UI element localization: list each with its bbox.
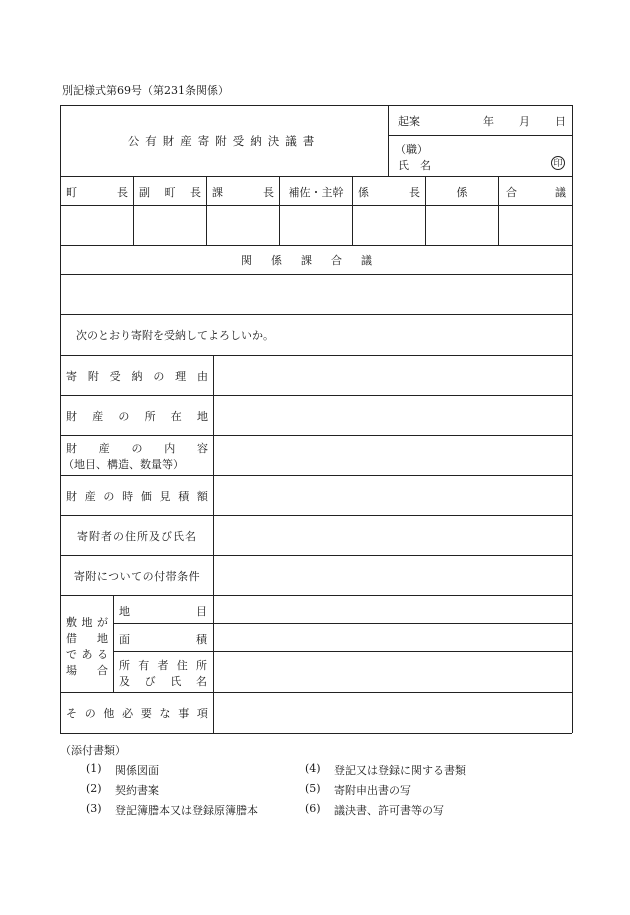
rule-location [60, 435, 572, 436]
rule-conditions [60, 595, 572, 596]
draft-name-label: 氏 名 [398, 159, 431, 172]
attachment-num-2: (2) [86, 782, 102, 795]
attachment-text-3: 登記簿謄本又は登録原簿謄本 [115, 804, 258, 817]
rule-related-header [60, 274, 572, 275]
rule-request [60, 355, 572, 356]
approver-unit-chief: 係 長 [358, 186, 420, 199]
leased-land-line4: 場 合 [66, 664, 108, 677]
request-text: 次のとおり寄附を受納してよろしいか。 [76, 329, 274, 342]
rule-title-bottom [60, 176, 572, 177]
rule-content [60, 475, 572, 476]
rule-approver-v3 [279, 176, 280, 245]
row-content-label: 財 産 の 内 容 [66, 442, 208, 455]
rule-approver-v4 [352, 176, 353, 245]
rule-donor [60, 555, 572, 556]
attachment-num-4: (4) [305, 762, 321, 775]
row-donor-label: 寄附者の住所及び氏名 [77, 530, 197, 543]
approver-section-chief: 課 長 [212, 186, 274, 199]
row-reason-label: 寄 附 受 納 の 理 由 [66, 370, 208, 383]
attachment-num-6: (6) [305, 802, 321, 815]
row-content-sublabel: （地目、構造、数量等） [63, 458, 184, 471]
land-category-label: 地 目 [119, 605, 207, 618]
attachment-text-1: 関係図面 [115, 764, 159, 777]
rule-approver-v2 [206, 176, 207, 245]
approver-assistant: 補佐・主幹 [288, 186, 344, 199]
attachment-text-5: 寄附申出書の写 [334, 784, 411, 797]
row-valuation-label: 財 産 の 時 価 見 積 額 [66, 490, 208, 503]
rule-land-bottom [60, 692, 572, 693]
leased-land-line2: 借 地 [66, 632, 108, 645]
draft-label: 起案 [398, 115, 420, 128]
rule-land-1 [113, 623, 572, 624]
draft-month: 月 [519, 115, 530, 128]
owner-label-line1: 所 有 者 住 所 [119, 659, 207, 672]
draft-position: （職） [395, 143, 428, 156]
rule-approver-v6 [498, 176, 499, 245]
rule-valuation [60, 515, 572, 516]
seal-mark-icon: 印 [551, 156, 565, 170]
leased-land-line1: 敷 地 が [66, 616, 108, 629]
attachments-heading: （添付書類） [60, 744, 126, 757]
rule-approver-header [60, 205, 572, 206]
rule-related-box [60, 314, 572, 315]
rule-draft-split [388, 135, 572, 136]
attachment-num-5: (5) [305, 782, 321, 795]
form-reference: 別記様式第69号（第231条関係） [62, 84, 229, 97]
draft-day: 日 [555, 115, 566, 128]
rule-bottom [60, 733, 572, 734]
rule-approver-v1 [133, 176, 134, 245]
document-title: 公有財産寄附受納決議書 [127, 133, 321, 148]
leased-land-line3: で あ る [66, 648, 108, 661]
rule-reason [60, 395, 572, 396]
attachment-text-2: 契約書案 [115, 784, 159, 797]
draft-year: 年 [483, 115, 494, 128]
row-location-label: 財 産 の 所 在 地 [66, 410, 208, 423]
approver-consultation: 合 議 [506, 186, 566, 199]
rule-land-2 [113, 651, 572, 652]
owner-label-line2: 及 び 氏 名 [119, 675, 207, 688]
title-cell [60, 105, 388, 176]
rule-left [60, 105, 61, 733]
approver-staff: 係 [456, 186, 468, 199]
rule-right [572, 105, 573, 733]
attachment-text-4: 登記又は登録に関する書類 [334, 764, 466, 777]
approver-deputy-head: 副 町 長 [139, 186, 201, 199]
rule-land-group [113, 595, 114, 692]
approver-town-head: 町 長 [66, 186, 128, 199]
attachment-num-3: (3) [86, 802, 102, 815]
related-section-cell [60, 245, 572, 274]
rule-label-column [213, 355, 214, 733]
attachment-text-6: 議決書、許可書等の写 [334, 804, 444, 817]
row-conditions-label: 寄附についての付帯条件 [73, 570, 201, 583]
rule-draft-left [388, 105, 389, 176]
land-area-label: 面 積 [119, 633, 207, 646]
row-other-label: そ の 他 必 要 な 事 項 [66, 707, 208, 720]
attachment-num-1: (1) [86, 762, 102, 775]
related-section-label: 関係課合議 [241, 253, 391, 267]
